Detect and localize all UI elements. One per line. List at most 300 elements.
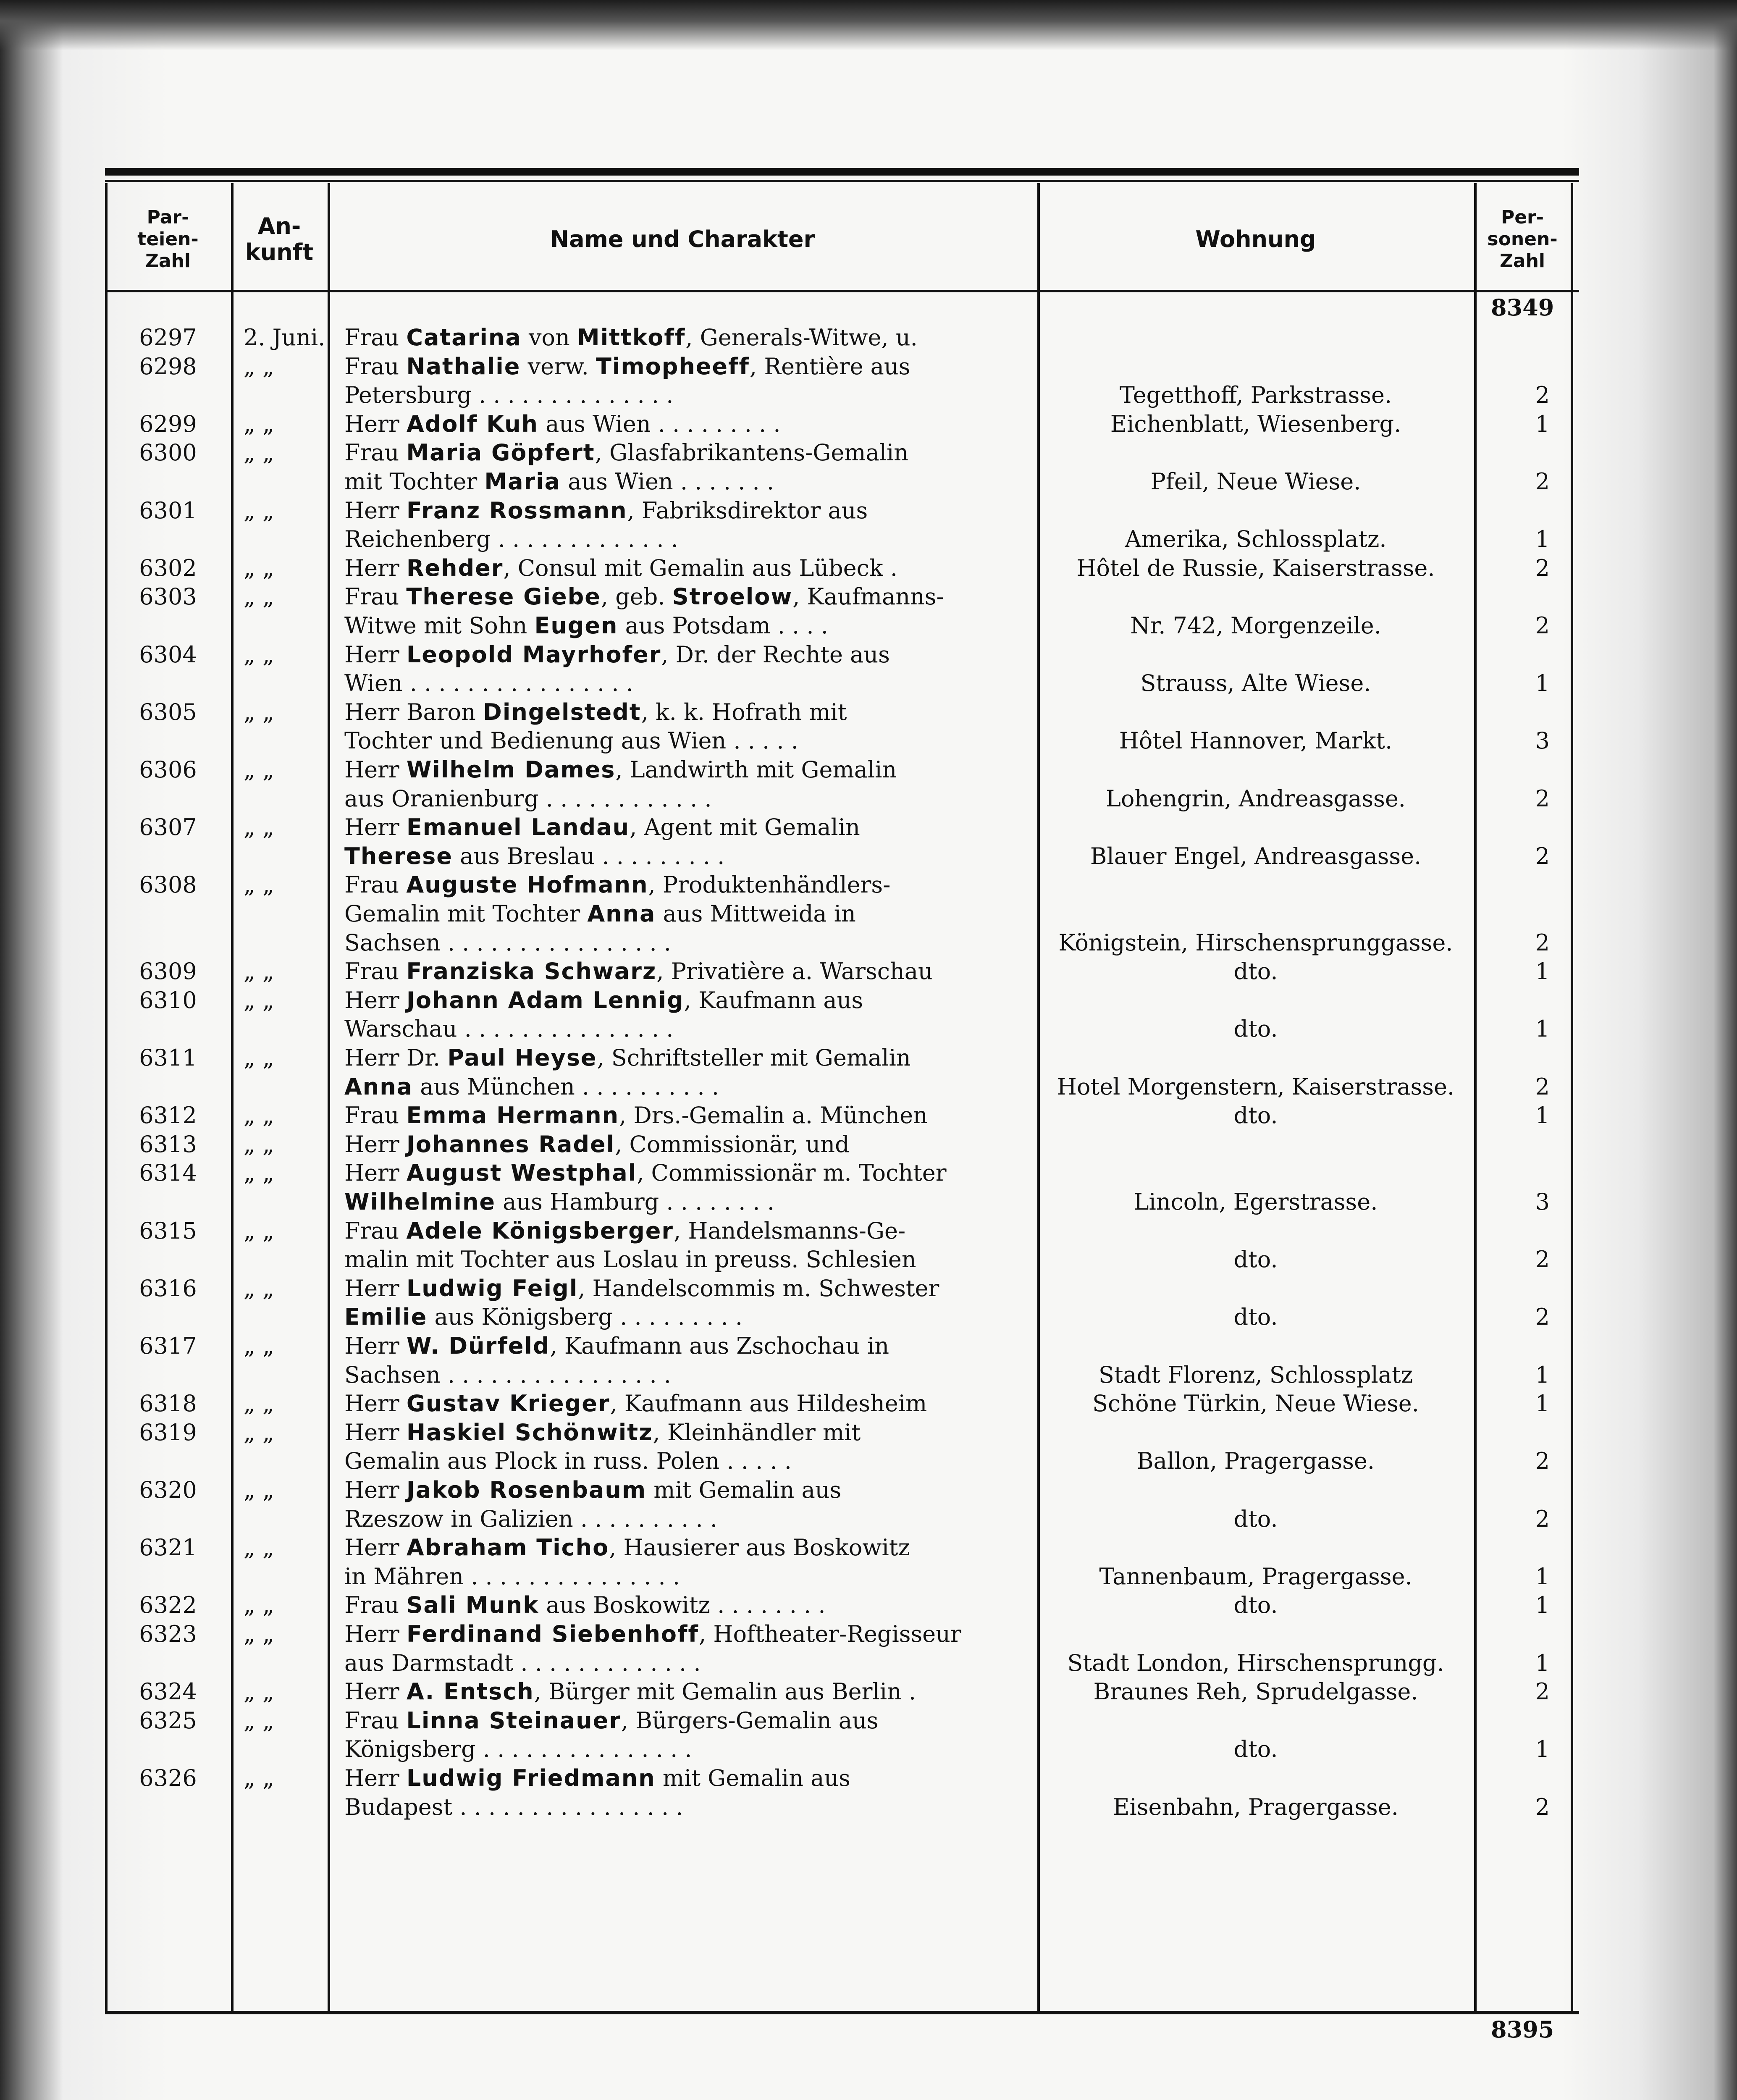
person-name: Adolf Kuh (406, 410, 538, 437)
persons-count: 1 (1535, 1390, 1550, 1417)
person-name: A. Entsch (406, 1678, 534, 1705)
party-number (105, 467, 231, 496)
residence (1042, 1620, 1470, 1648)
register-line (105, 583, 1579, 611)
name-and-character: Herr A. Entsch, Bürger mit Gemalin aus Berlin . (344, 1678, 916, 1705)
residence: Eisenbahn, Pragergasse. (1113, 1793, 1399, 1820)
persons-count (1474, 323, 1575, 352)
persons-count (1474, 1533, 1575, 1562)
register-line (105, 669, 1579, 698)
person-name: Maria (484, 468, 561, 495)
name-and-character: Frau Adele Königsberger, Handelsmanns-Ge- (344, 1217, 906, 1244)
residence: Schöne Türkin, Neue Wiese. (1092, 1390, 1419, 1417)
party-number: 6306 (139, 756, 197, 783)
register-page (105, 168, 1579, 2043)
residence: dto. (1233, 1016, 1278, 1042)
arrival-date: „ „ (244, 1765, 275, 1791)
name-and-character: Wilhelmine aus Hamburg . . . . . . . . (344, 1189, 774, 1215)
persons-count (1474, 1476, 1575, 1504)
persons-count: 1 (1535, 1361, 1550, 1388)
name-and-character: Herr Ludwig Friedmann mit Gemalin aus (344, 1765, 850, 1791)
register-line (105, 1303, 1579, 1331)
name-and-character: Petersburg . . . . . . . . . . . . . . (344, 382, 674, 409)
party-number (105, 525, 231, 554)
name-and-character: Sachsen . . . . . . . . . . . . . . . . (344, 929, 671, 956)
residence (1042, 1706, 1470, 1735)
register-line (105, 785, 1579, 813)
persons-count: 2 (1535, 1073, 1550, 1100)
register-line (105, 1706, 1579, 1735)
register-line (105, 813, 1579, 842)
residence (1042, 986, 1470, 1015)
persons-count (1474, 1130, 1575, 1159)
persons-count: 2 (1535, 1448, 1550, 1475)
person-name: Sali Munk (406, 1592, 539, 1619)
register-line (105, 410, 1579, 438)
persons-count: 2 (1535, 929, 1550, 956)
person-name: Franz Rossmann (406, 497, 627, 524)
residence: Nr. 742, Morgenzeile. (1130, 612, 1381, 639)
person-name: Emilie (344, 1304, 428, 1331)
register-line (105, 1764, 1579, 1793)
party-number (105, 1735, 231, 1764)
party-number (105, 1793, 231, 1822)
header-wohnung: Wohnung (1195, 226, 1316, 252)
party-number: 6304 (139, 641, 197, 668)
register-line (105, 1015, 1579, 1043)
person-name: Johannes Radel (406, 1131, 615, 1158)
persons-count (1474, 1274, 1575, 1303)
party-number: 6320 (139, 1477, 197, 1503)
residence (1042, 1130, 1470, 1159)
persons-count (1474, 352, 1575, 381)
party-number (105, 669, 231, 698)
party-number: 6315 (139, 1217, 197, 1244)
persons-count (1474, 1418, 1575, 1447)
arrival-date: „ „ (244, 1275, 275, 1302)
name-and-character: malin mit Tochter aus Loslau in preuss. Schlesien (344, 1246, 916, 1273)
name-and-character: Herr Haskiel Schönwitz, Kleinhändler mit (344, 1419, 861, 1446)
party-number: 6301 (139, 497, 197, 524)
name-and-character: Anna aus München . . . . . . . . . . (344, 1073, 719, 1100)
persons-count (1474, 1706, 1575, 1735)
persons-count: 2 (1535, 785, 1550, 812)
person-name: Paul Heyse (447, 1045, 597, 1071)
register-line (105, 467, 1579, 496)
person-name: Mittkoff (577, 324, 686, 351)
header-personen-zahl: Per- sonen- Zahl (1487, 207, 1558, 272)
name-and-character: Wien . . . . . . . . . . . . . . . . (344, 670, 633, 697)
residence (1042, 1274, 1470, 1303)
final-total: 8395 (1491, 2016, 1554, 2043)
arrival-date: „ „ (244, 554, 275, 581)
register-line (105, 1159, 1579, 1187)
arrival-date: „ „ (244, 1621, 275, 1647)
residence (1042, 438, 1470, 467)
header-rule (105, 290, 1579, 292)
register-line (105, 1591, 1579, 1620)
party-number: 6321 (139, 1534, 197, 1561)
party-number (105, 1649, 231, 1677)
person-name: Gustav Krieger (406, 1390, 610, 1417)
register-line (105, 842, 1579, 871)
residence: dto. (1233, 1304, 1278, 1331)
residence: dto. (1233, 1505, 1278, 1532)
register-line (105, 612, 1579, 640)
arrival-date: „ „ (244, 1160, 275, 1186)
persons-count (1474, 900, 1575, 928)
party-number: 6326 (139, 1765, 197, 1791)
register-line (105, 1476, 1579, 1504)
name-and-character: Witwe mit Sohn Eugen aus Potsdam . . . . (344, 612, 828, 639)
party-number (105, 1245, 231, 1274)
register-line (105, 1505, 1579, 1533)
arrival-date: „ „ (244, 698, 275, 725)
arrival-date: „ „ (244, 958, 275, 985)
residence: Hôtel de Russie, Kaiserstrasse. (1076, 554, 1435, 581)
arrival-date: „ „ (244, 1592, 275, 1619)
residence: Lohengrin, Andreasgasse. (1106, 785, 1406, 812)
carry-over-total: 8349 (1491, 294, 1554, 321)
persons-count: 2 (1535, 1505, 1550, 1532)
register-line (105, 1447, 1579, 1475)
register-line (105, 1389, 1579, 1418)
residence (1042, 640, 1470, 669)
person-name: Anna (344, 1073, 413, 1100)
name-and-character: Herr Franz Rossmann, Fabriksdirektor aus (344, 497, 868, 524)
residence: dto. (1233, 1592, 1278, 1619)
top-rule-thin (105, 180, 1579, 182)
party-number: 6311 (139, 1045, 197, 1071)
persons-count (1474, 438, 1575, 467)
person-name: Adele Königsberger (406, 1217, 674, 1244)
party-number: 6322 (139, 1592, 197, 1619)
name-and-character: Frau Nathalie verw. Timopheeff, Rentière aus (344, 353, 910, 380)
name-and-character: Frau Linna Steinauer, Bürgers-Gemalin aus (344, 1707, 879, 1734)
arrival-date: „ „ (244, 1678, 275, 1705)
party-number (105, 1562, 231, 1591)
residence: Stadt Florenz, Schlossplatz (1098, 1361, 1413, 1388)
arrival-date: „ „ (244, 1131, 275, 1158)
name-and-character: Frau Catarina von Mittkoff, Generals-Witwe, u. (344, 324, 918, 351)
name-and-character: Herr Emanuel Landau, Agent mit Gemalin (344, 814, 860, 841)
persons-count: 1 (1535, 1736, 1550, 1763)
party-number: 6312 (139, 1102, 197, 1129)
person-name: Linna Steinauer (406, 1707, 621, 1734)
residence (1042, 352, 1470, 381)
person-name: Timopheeff (596, 353, 750, 380)
persons-count: 1 (1535, 1016, 1550, 1042)
party-number: 6316 (139, 1275, 197, 1302)
name-and-character: aus Darmstadt . . . . . . . . . . . . . (344, 1649, 701, 1676)
name-and-character: Herr Dr. Paul Heyse, Schriftsteller mit Gemalin (344, 1045, 911, 1071)
register-line (105, 1677, 1579, 1706)
party-number: 6302 (139, 554, 197, 581)
name-and-character: Frau Emma Hermann, Drs.-Gemalin a. München (344, 1102, 928, 1129)
register-line (105, 1332, 1579, 1360)
name-and-character: Reichenberg . . . . . . . . . . . . . (344, 526, 678, 553)
residence (1042, 583, 1470, 611)
party-number (105, 612, 231, 640)
persons-count: 2 (1535, 468, 1550, 495)
register-line (105, 957, 1579, 986)
residence (1042, 698, 1470, 727)
persons-count (1474, 871, 1575, 899)
residence (1042, 1418, 1470, 1447)
register-line (105, 756, 1579, 784)
party-number (105, 1303, 231, 1331)
party-number: 6297 (139, 324, 197, 351)
persons-count (1474, 1620, 1575, 1648)
name-and-character: Frau Maria Göpfert, Glasfabrikantens-Gemalin (344, 439, 909, 466)
arrival-date: „ „ (244, 439, 275, 466)
person-name: Emma Hermann (406, 1102, 619, 1129)
persons-count (1474, 986, 1575, 1015)
register-line (105, 1533, 1579, 1562)
persons-count: 3 (1535, 727, 1550, 754)
register-line (105, 929, 1579, 957)
residence (1042, 1044, 1470, 1072)
name-and-character: Emilie aus Königsberg . . . . . . . . . (344, 1304, 743, 1331)
arrival-date: „ „ (244, 1419, 275, 1446)
persons-count: 2 (1535, 554, 1550, 581)
residence (1042, 496, 1470, 525)
persons-count: 2 (1535, 1246, 1550, 1273)
persons-count (1474, 813, 1575, 842)
register-line (105, 1649, 1579, 1677)
party-number (105, 785, 231, 813)
name-and-character: Sachsen . . . . . . . . . . . . . . . . (344, 1361, 671, 1388)
persons-count: 1 (1535, 958, 1550, 985)
party-number (105, 727, 231, 755)
party-number (105, 1073, 231, 1101)
party-number (105, 1447, 231, 1475)
arrival-date: „ „ (244, 410, 275, 437)
party-number (105, 842, 231, 871)
party-number (105, 1505, 231, 1533)
register-line (105, 1245, 1579, 1274)
person-name: Anna (587, 900, 656, 927)
person-name: Therese Giebe (406, 583, 601, 610)
header-ankunft: An- kunft (245, 213, 314, 265)
scan-top-shadow (0, 0, 1737, 50)
persons-count: 1 (1535, 670, 1550, 697)
name-and-character: Herr Leopold Mayrhofer, Dr. der Rechte aus (344, 641, 890, 668)
register-line (105, 871, 1579, 899)
residence: Ballon, Pragergasse. (1136, 1448, 1375, 1475)
residence (1042, 813, 1470, 842)
residence: Amerika, Schlossplatz. (1125, 526, 1387, 553)
name-and-character: Herr Ferdinand Siebenhoff, Hoftheater-Regisseur (344, 1621, 961, 1647)
register-line (105, 1361, 1579, 1389)
person-name: Jakob Rosenbaum (406, 1477, 647, 1503)
bottom-rule (105, 2011, 1579, 2014)
name-and-character: Frau Sali Munk aus Boskowitz . . . . . . . . (344, 1592, 826, 1619)
person-name: Emanuel Landau (406, 814, 630, 841)
top-rule-thick (105, 168, 1579, 176)
party-number: 6310 (139, 987, 197, 1013)
name-and-character: Königsberg . . . . . . . . . . . . . . . (344, 1736, 692, 1763)
persons-count (1474, 1764, 1575, 1793)
register-line (105, 698, 1579, 727)
residence (1042, 323, 1470, 352)
party-number (105, 900, 231, 928)
person-name: W. Dürfeld (406, 1333, 550, 1359)
party-number: 6303 (139, 583, 197, 610)
persons-count (1474, 640, 1575, 669)
header-parteien-zahl: Par- teien- Zahl (137, 207, 199, 272)
residence (1042, 871, 1470, 899)
residence (1042, 1533, 1470, 1562)
name-and-character: Herr Ludwig Feigl, Handelscommis m. Schwester (344, 1275, 939, 1302)
name-and-character: Budapest . . . . . . . . . . . . . . . . (344, 1793, 683, 1820)
register-line (105, 554, 1579, 583)
name-and-character: Herr Rehder, Consul mit Gemalin aus Lübeck . (344, 554, 897, 581)
name-and-character: Frau Therese Giebe, geb. Stroelow, Kaufmanns- (344, 583, 944, 610)
persons-count: 1 (1535, 1563, 1550, 1590)
persons-count (1474, 1159, 1575, 1187)
arrival-date: „ „ (244, 987, 275, 1013)
party-number: 6305 (139, 698, 197, 725)
person-name: Abraham Ticho (406, 1534, 609, 1561)
person-name: Ludwig Feigl (406, 1275, 578, 1302)
party-number: 6317 (139, 1333, 197, 1359)
persons-count: 1 (1535, 410, 1550, 437)
register-line (105, 1274, 1579, 1303)
arrival-date: „ „ (244, 756, 275, 783)
party-number: 6309 (139, 958, 197, 985)
persons-count: 3 (1535, 1189, 1550, 1215)
arrival-date: „ „ (244, 1102, 275, 1129)
arrival-date: „ „ (244, 1534, 275, 1561)
arrival-date: „ „ (244, 1390, 275, 1417)
person-name: Ludwig Friedmann (406, 1765, 656, 1791)
persons-count: 1 (1535, 1592, 1550, 1619)
residence: Braunes Reh, Sprudelgasse. (1093, 1678, 1418, 1705)
residence: Königstein, Hirschensprunggasse. (1058, 929, 1453, 956)
name-and-character: Frau Auguste Hofmann, Produktenhändlers- (344, 872, 891, 898)
name-and-character: Therese aus Breslau . . . . . . . . . (344, 843, 725, 869)
persons-count: 2 (1535, 382, 1550, 409)
register-line (105, 986, 1579, 1015)
name-and-character: Herr August Westphal, Commissionär m. Tochter (344, 1160, 947, 1186)
persons-count: 1 (1535, 526, 1550, 553)
party-number: 6324 (139, 1678, 197, 1705)
person-name: Rehder (406, 554, 504, 581)
party-number (105, 381, 231, 410)
name-and-character: Gemalin aus Plock in russ. Polen . . . . . (344, 1448, 792, 1475)
person-name: Dingelstedt (483, 698, 641, 725)
name-and-character: Herr Jakob Rosenbaum mit Gemalin aus (344, 1477, 842, 1503)
arrival-date: „ „ (244, 872, 275, 898)
party-number: 6313 (139, 1131, 197, 1158)
party-number: 6314 (139, 1160, 197, 1186)
party-number: 6299 (139, 410, 197, 437)
arrival-date: „ „ (244, 641, 275, 668)
persons-count (1474, 1332, 1575, 1360)
register-line (105, 1044, 1579, 1072)
persons-count: 2 (1535, 1793, 1550, 1820)
register-line (105, 381, 1579, 410)
name-and-character: mit Tochter Maria aus Wien . . . . . . . (344, 468, 774, 495)
party-number: 6325 (139, 1707, 197, 1734)
register-line (105, 1101, 1579, 1130)
person-name: Franziska Schwarz (406, 958, 657, 985)
person-name: Therese (344, 843, 453, 869)
residence: Strauss, Alte Wiese. (1140, 670, 1371, 697)
persons-count (1474, 1217, 1575, 1245)
register-line (105, 1073, 1579, 1101)
person-name: Ferdinand Siebenhoff (406, 1621, 699, 1647)
residence: dto. (1233, 1246, 1278, 1273)
party-number: 6300 (139, 439, 197, 466)
persons-count (1474, 1044, 1575, 1072)
persons-count: 2 (1535, 843, 1550, 869)
residence (1042, 1217, 1470, 1245)
name-and-character: Herr W. Dürfeld, Kaufmann aus Zschochau in (344, 1333, 889, 1359)
person-name: Auguste Hofmann (406, 872, 648, 898)
arrival-date: „ „ (244, 1333, 275, 1359)
person-name: Catarina (406, 324, 522, 351)
residence (1042, 1159, 1470, 1187)
register-line (105, 900, 1579, 928)
residence: Pfeil, Neue Wiese. (1150, 468, 1361, 495)
arrival-date: „ „ (244, 1707, 275, 1734)
residence: Lincoln, Egerstrasse. (1134, 1189, 1378, 1215)
register-line (105, 1620, 1579, 1648)
register-line (105, 1130, 1579, 1159)
persons-count: 2 (1535, 1304, 1550, 1331)
residence: Tannenbaum, Pragergasse. (1099, 1563, 1412, 1590)
party-number: 6318 (139, 1390, 197, 1417)
persons-count: 2 (1535, 612, 1550, 639)
register-line (105, 438, 1579, 467)
name-and-character: Herr Gustav Krieger, Kaufmann aus Hildesheim (344, 1390, 927, 1417)
person-name: Stroelow (672, 583, 793, 610)
person-name: Maria Göpfert (406, 439, 595, 466)
person-name: Wilhelm Dames (406, 756, 616, 783)
register-line (105, 1418, 1579, 1447)
name-and-character: in Mähren . . . . . . . . . . . . . . . (344, 1563, 680, 1590)
register-line (105, 727, 1579, 755)
residence (1042, 1332, 1470, 1360)
persons-count (1474, 756, 1575, 784)
residence: Hotel Morgenstern, Kaiserstrasse. (1057, 1073, 1455, 1100)
party-number: 6308 (139, 872, 197, 898)
persons-count: 2 (1535, 1678, 1550, 1705)
person-name: Leopold Mayrhofer (406, 641, 661, 668)
residence: Eichenblatt, Wiesenberg. (1110, 410, 1401, 437)
register-line (105, 352, 1579, 381)
persons-count: 1 (1535, 1102, 1550, 1129)
persons-count (1474, 583, 1575, 611)
register-line (105, 323, 1579, 352)
residence: Blauer Engel, Andreasgasse. (1090, 843, 1422, 869)
party-number: 6319 (139, 1419, 197, 1446)
name-and-character: Herr Adolf Kuh aus Wien . . . . . . . . . (344, 410, 781, 437)
persons-count: 1 (1535, 1649, 1550, 1676)
party-number: 6307 (139, 814, 197, 841)
register-line (105, 1735, 1579, 1764)
residence (1042, 1476, 1470, 1504)
person-name: Johann Adam Lennig (406, 987, 684, 1013)
register-line (105, 1188, 1579, 1216)
person-name: August Westphal (406, 1160, 637, 1186)
name-and-character: Herr Baron Dingelstedt, k. k. Hofrath mit (344, 698, 847, 725)
name-and-character: Warschau . . . . . . . . . . . . . . . (344, 1016, 674, 1042)
residence: Hôtel Hannover, Markt. (1119, 727, 1393, 754)
register-line (105, 640, 1579, 669)
